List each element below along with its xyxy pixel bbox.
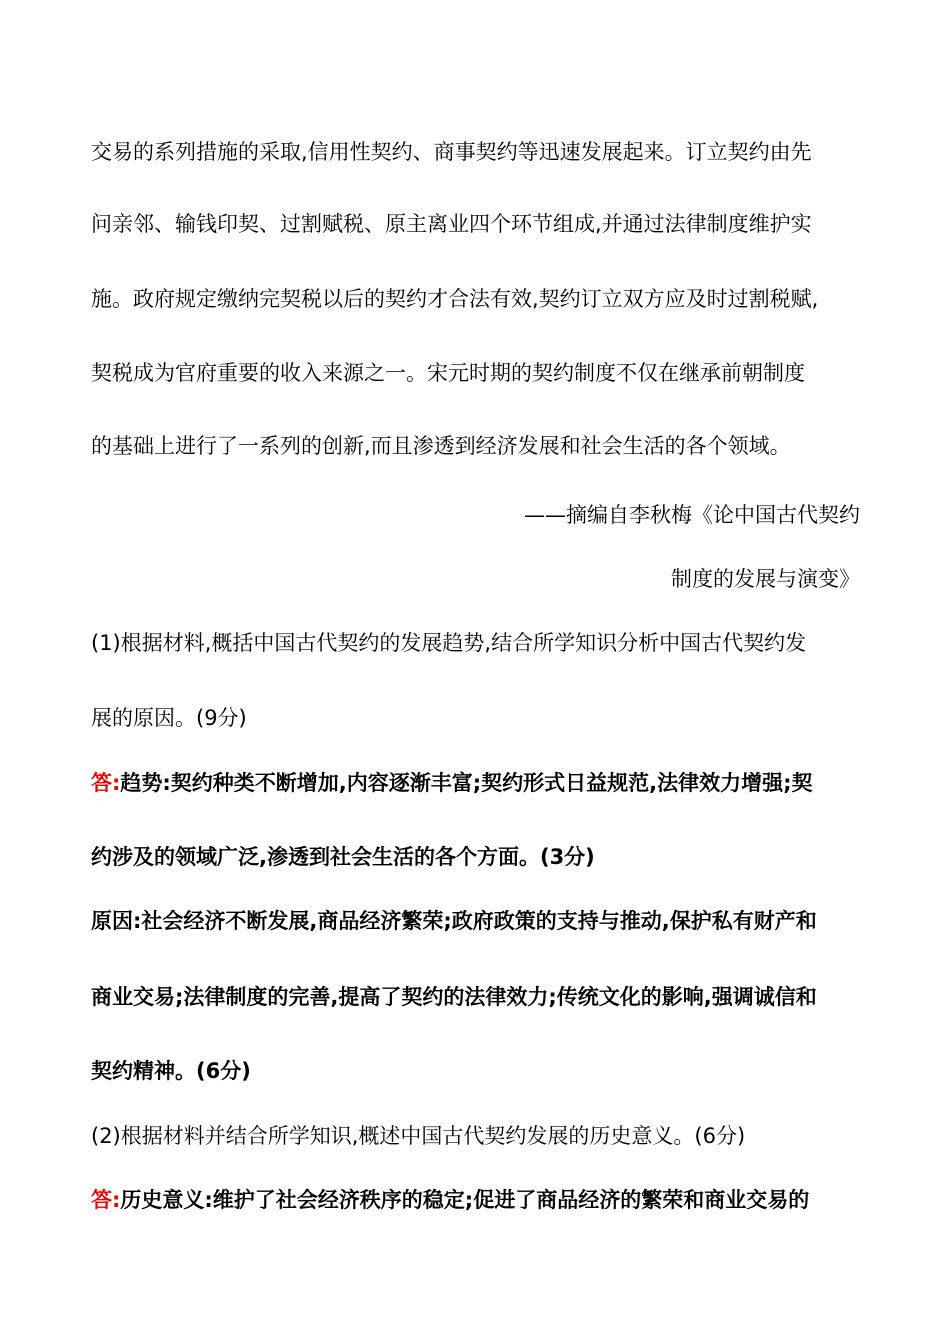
source-citation-cont: 制度的发展与演变》 xyxy=(671,567,860,591)
answer-2-text: 历史意义:维护了社会经济秩序的稳定;促进了商品经济的繁荣和商业交易的 xyxy=(120,1188,810,1212)
answer-1-trend xyxy=(91,769,871,797)
source-citation: ——摘编自李秋梅《论中国古代契约 xyxy=(524,503,860,527)
material-line: 交易的系列措施的采取,信用性契约、商事契约等迅速发展起来。订立契约由先 xyxy=(91,140,812,164)
question-1: (1)根据材料,概括中国古代契约的发展趋势,结合所学知识分析中国古代契约发 xyxy=(91,631,807,655)
answer-label: 答: xyxy=(91,771,121,795)
question-1-cont: 展的原因。(9分) xyxy=(91,706,247,730)
material-line: 契税成为官府重要的收入来源之一。宋元时期的契约制度不仅在继承前朝制度 xyxy=(91,361,805,385)
answer-label: 答: xyxy=(91,1188,121,1212)
material-line: 问亲邻、输钱印契、过割赋税、原主离业四个环节组成,并通过法律制度维护实 xyxy=(91,212,812,236)
answer-1-reason-cont: 商业交易;法律制度的完善,提高了契约的法律效力;传统文化的影响,强调诚信和 xyxy=(91,985,817,1009)
answer-1-reason: 原因:社会经济不断发展,商品经济繁荣;政府政策的支持与推动,保护私有财产和 xyxy=(91,909,817,933)
material-line: 施。政府规定缴纳完契税以后的契约才合法有效,契约订立双方应及时过割税赋, xyxy=(91,287,819,311)
answer-1-reason-end: 契约精神。(6分) xyxy=(91,1059,251,1083)
answer-1-trend-cont: 约涉及的领域广泛,渗透到社会生活的各个方面。(3分) xyxy=(91,845,595,869)
material-line: 的基础上进行了一系列的创新,而且渗透到经济发展和社会生活的各个领域。 xyxy=(91,434,791,458)
question-2: (2)根据材料并结合所学知识,概述中国古代契约发展的历史意义。(6分) xyxy=(91,1124,746,1148)
answer-1-text: 趋势:契约种类不断增加,内容逐渐丰富;契约形式日益规范,法律效力增强;契 xyxy=(120,771,813,795)
answer-2 xyxy=(91,1186,871,1214)
